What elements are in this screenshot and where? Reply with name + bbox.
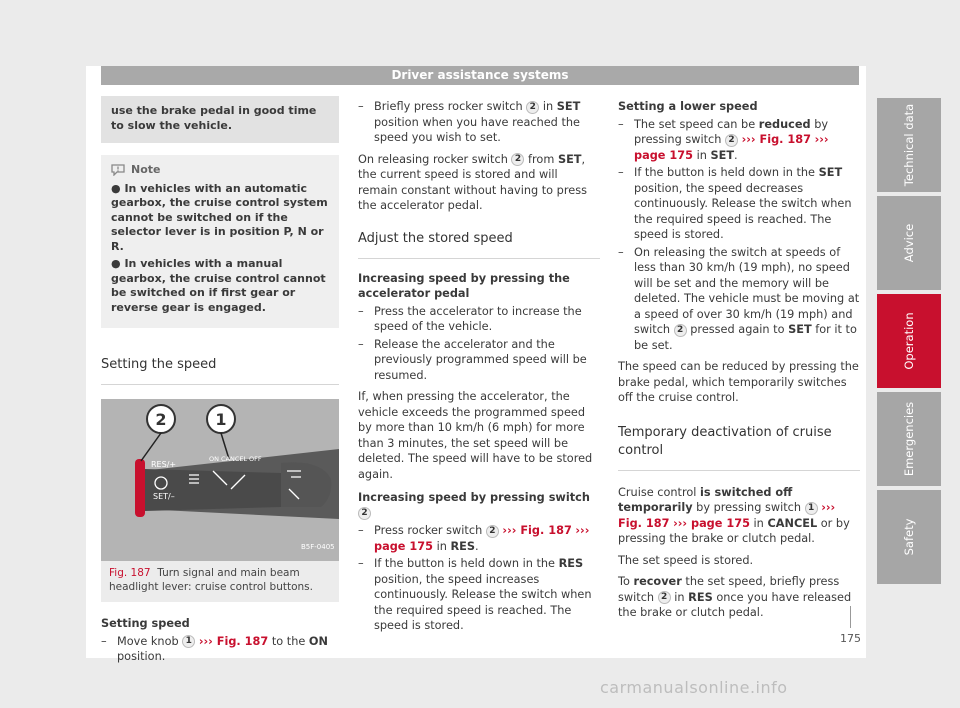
paragraph: If, when pressing the accelerator, the vehicle exceeds the programmed speed by more than 10 km/h (6 mph) for more than 3 minutes, the set speed will be deleted. The speed will have to be stored again. — [358, 390, 593, 481]
list-item: – If the button is held down in the SET position, the speed decreases continuously. Release the switch when the required speed is reached. The speed is stored. — [618, 166, 852, 241]
figure-link[interactable]: ››› Fig. 187 — [502, 524, 572, 537]
callout-badge: 2 — [725, 134, 738, 147]
page-link[interactable]: ››› page 175 — [634, 133, 829, 162]
list-item: – Briefly press rocker switch 2 in SET position when you have reached the speed you wish to set. — [358, 100, 581, 144]
subheading-lower-speed: Setting a lower speed — [618, 100, 758, 113]
callout-badge: 2 — [674, 324, 687, 337]
note-box — [101, 155, 339, 328]
rocker-switch-marker — [135, 459, 145, 517]
tab-technical-data[interactable]: Technical data — [877, 98, 941, 192]
figure-link[interactable]: ››› Fig. 187 — [741, 133, 811, 146]
note-item: ● In vehicles with an automatic gearbox, the cruise control system cannot be switched on if the selector lever is in position P, N or R. — [111, 181, 328, 253]
figure-187 — [101, 399, 339, 602]
page-number: 175 — [840, 632, 861, 645]
column-right — [618, 96, 860, 621]
page-header: Driver assistance systems — [101, 66, 859, 85]
page-number-divider — [850, 606, 851, 628]
figure-link[interactable]: ››› Fig. 187 — [618, 501, 836, 530]
subheading-accelerator: Increasing speed by pressing the accelerator pedal — [358, 271, 570, 300]
note-title: Note — [131, 163, 161, 176]
on-label: ON — [209, 455, 219, 463]
callout-badge: 2 — [358, 507, 371, 520]
callout-badge: 2 — [658, 591, 671, 604]
note-icon — [111, 164, 125, 176]
paragraph: Cruise control is switched off temporarily by pressing switch 1 ››› Fig. 187 ››› page 175 in CANCEL or by pressing the brake or clutch pedal. — [618, 485, 850, 545]
figure-link[interactable]: ››› Fig. 187 — [198, 634, 269, 648]
svg-text:2: 2 — [155, 410, 167, 429]
paragraph: The set speed is stored. — [618, 553, 754, 567]
section-heading-temporary-deactivation: Temporary deactivation of cruise control — [618, 424, 860, 471]
cancel-label: CANCEL — [221, 455, 248, 463]
subheading-switch: Increasing speed by pressing switch 2 — [358, 491, 590, 518]
paragraph: The speed can be reduced by pressing the brake pedal, which temporarily switches off the cruise control. — [618, 360, 859, 404]
figure-caption: Fig. 187 Turn signal and main beam headlight lever: cruise control buttons. — [109, 567, 313, 593]
tab-operation[interactable]: Operation — [877, 294, 941, 388]
list-item: – On releasing the switch at speeds of less than 30 km/h (19 mph), no speed will be set and the memory will be deleted. The vehicle must be moving at a speed of over 30 km/h (19 mph) and switch 2 pressed again to SET for it to be set. — [618, 245, 860, 352]
callout-badge: 2 — [486, 525, 499, 538]
lever-svg — [101, 399, 339, 561]
section-heading-adjust: Adjust the stored speed — [358, 230, 600, 259]
figure-number[interactable]: Fig. 187 — [109, 567, 151, 579]
figure-code: B5F-0405 — [301, 543, 335, 551]
list-item: – Press rocker switch 2 ››› Fig. 187 ››› page 175 in RES. — [358, 524, 590, 553]
section-tabs — [877, 98, 941, 588]
res-label: RES/+ — [151, 460, 177, 469]
tab-emergencies[interactable]: Emergencies — [877, 392, 941, 486]
list-item: – Press the accelerator to increase the speed of the vehicle. — [358, 304, 582, 333]
setting-speed-heading: Setting speed — [101, 617, 190, 630]
callout-badge: 1 — [805, 502, 818, 515]
set-label: SET/– — [153, 492, 175, 501]
lever-illustration — [101, 399, 339, 561]
section-heading-setting-speed: Setting the speed — [101, 356, 339, 385]
tab-advice[interactable]: Advice — [877, 196, 941, 290]
callout-badge: 1 — [182, 635, 195, 648]
note-item: ● In vehicles with a manual gearbox, the cruise control cannot be switched on if first gear or reverse gear is engaged. — [111, 257, 326, 314]
list-item: – If the button is held down in the RES position, the speed increases continuously. Release the switch when the required speed is reached. The speed is stored. — [358, 557, 592, 632]
svg-text:1: 1 — [215, 410, 227, 429]
warning-box: use the brake pedal in good time to slow the vehicle. — [101, 96, 339, 143]
watermark: carmanualsonline.info — [600, 678, 788, 697]
paragraph: On releasing rocker switch 2 from SET, the current speed is stored and will remain constant without having to press the accelerator pedal. — [358, 152, 587, 212]
page-link[interactable]: ››› page 175 — [374, 524, 590, 553]
callout-badge: 2 — [526, 101, 539, 114]
tab-safety[interactable]: Safety — [877, 490, 941, 584]
callout-badge: 2 — [511, 153, 524, 166]
column-middle — [358, 96, 600, 634]
paragraph: To recover the set speed, briefly press switch 2 in RES once you have released the brake or clutch pedal. — [618, 575, 852, 619]
page-link[interactable]: ››› page 175 — [673, 516, 750, 530]
column-left — [101, 96, 339, 665]
list-item: – Release the accelerator and the previously programmed speed will be resumed. — [358, 337, 587, 382]
list-item: – The set speed can be reduced by pressing switch 2 ››› Fig. 187 ››› page 175 in SET. — [618, 117, 829, 162]
list-item: – Move knob 1 ››› Fig. 187 to the ON position. — [101, 634, 328, 663]
off-label: OFF — [249, 455, 262, 463]
